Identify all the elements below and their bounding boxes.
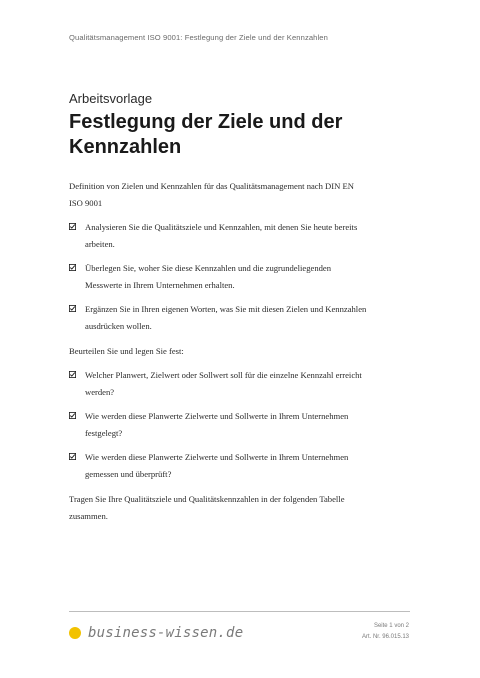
logo-text: business-wissen.de: [88, 625, 244, 641]
checked-box-icon: [69, 264, 77, 270]
intro-paragraph: Definition von Zielen und Kennzahlen für das Qualitätsmanagement nach DIN EN ISO 9001: [69, 181, 354, 208]
checklist-item-text: Analysieren Sie die Qualitätsziele und Kennzahlen, mit denen Sie heute bereits arbeiten.: [85, 222, 358, 249]
document-eyebrow: Arbeitsvorlage: [69, 91, 153, 106]
checklist-item-text: Ergänzen Sie in Ihren eigenen Worten, was Sie mit diesen Zielen und Kennzahlen ausdrücken wollen.: [85, 304, 367, 331]
checklist-item: [69, 219, 369, 253]
checklist-item-text: Überlegen Sie, woher Sie diese Kennzahlen und die zugrundeliegenden Messwerte in Ihrem Unternehmen erhalten.: [85, 263, 332, 290]
closing-paragraph: Tragen Sie Ihre Qualitätsziele und Qualitätskennzahlen in der folgenden Tabelle zusammen.: [69, 494, 345, 521]
article-number: Art. Nr. 96.015.13: [361, 634, 409, 640]
checklist-item: [69, 301, 369, 335]
checklist-item: [69, 408, 369, 442]
checked-box-icon: [69, 305, 77, 311]
page-number: Seite 1 von 2: [373, 623, 409, 629]
logo-dot-icon: [69, 627, 81, 639]
checklist-item: [69, 260, 369, 294]
checked-box-icon: [69, 223, 77, 229]
checklist-item: [69, 449, 369, 483]
checked-box-icon: [69, 453, 77, 459]
checklist-item: [69, 367, 369, 401]
footer-divider: [69, 611, 410, 612]
checklist-item-text: Wie werden diese Planwerte Zielwerte und Sollwerte in Ihrem Unternehmen festgelegt?: [85, 411, 349, 438]
footer-logo: [69, 625, 243, 641]
checked-box-icon: [69, 412, 77, 418]
running-header: Qualitätsmanagement ISO 9001: Festlegung der Ziele und der Kennzahlen: [69, 33, 328, 42]
document-body: [69, 178, 369, 525]
assessment-lead: Beurteilen Sie und legen Sie fest:: [69, 346, 184, 356]
document-title: Festlegung der Ziele und der Kennzahlen: [69, 111, 343, 158]
checklist-item-text: Wie werden diese Planwerte Zielwerte und Sollwerte in Ihrem Unternehmen gemessen und überprüft?: [85, 452, 349, 479]
checklist-item-text: Welcher Planwert, Zielwert oder Sollwert soll für die einzelne Kennzahl erreicht werden?: [85, 370, 362, 397]
checked-box-icon: [69, 371, 77, 377]
page-meta: [362, 621, 409, 643]
